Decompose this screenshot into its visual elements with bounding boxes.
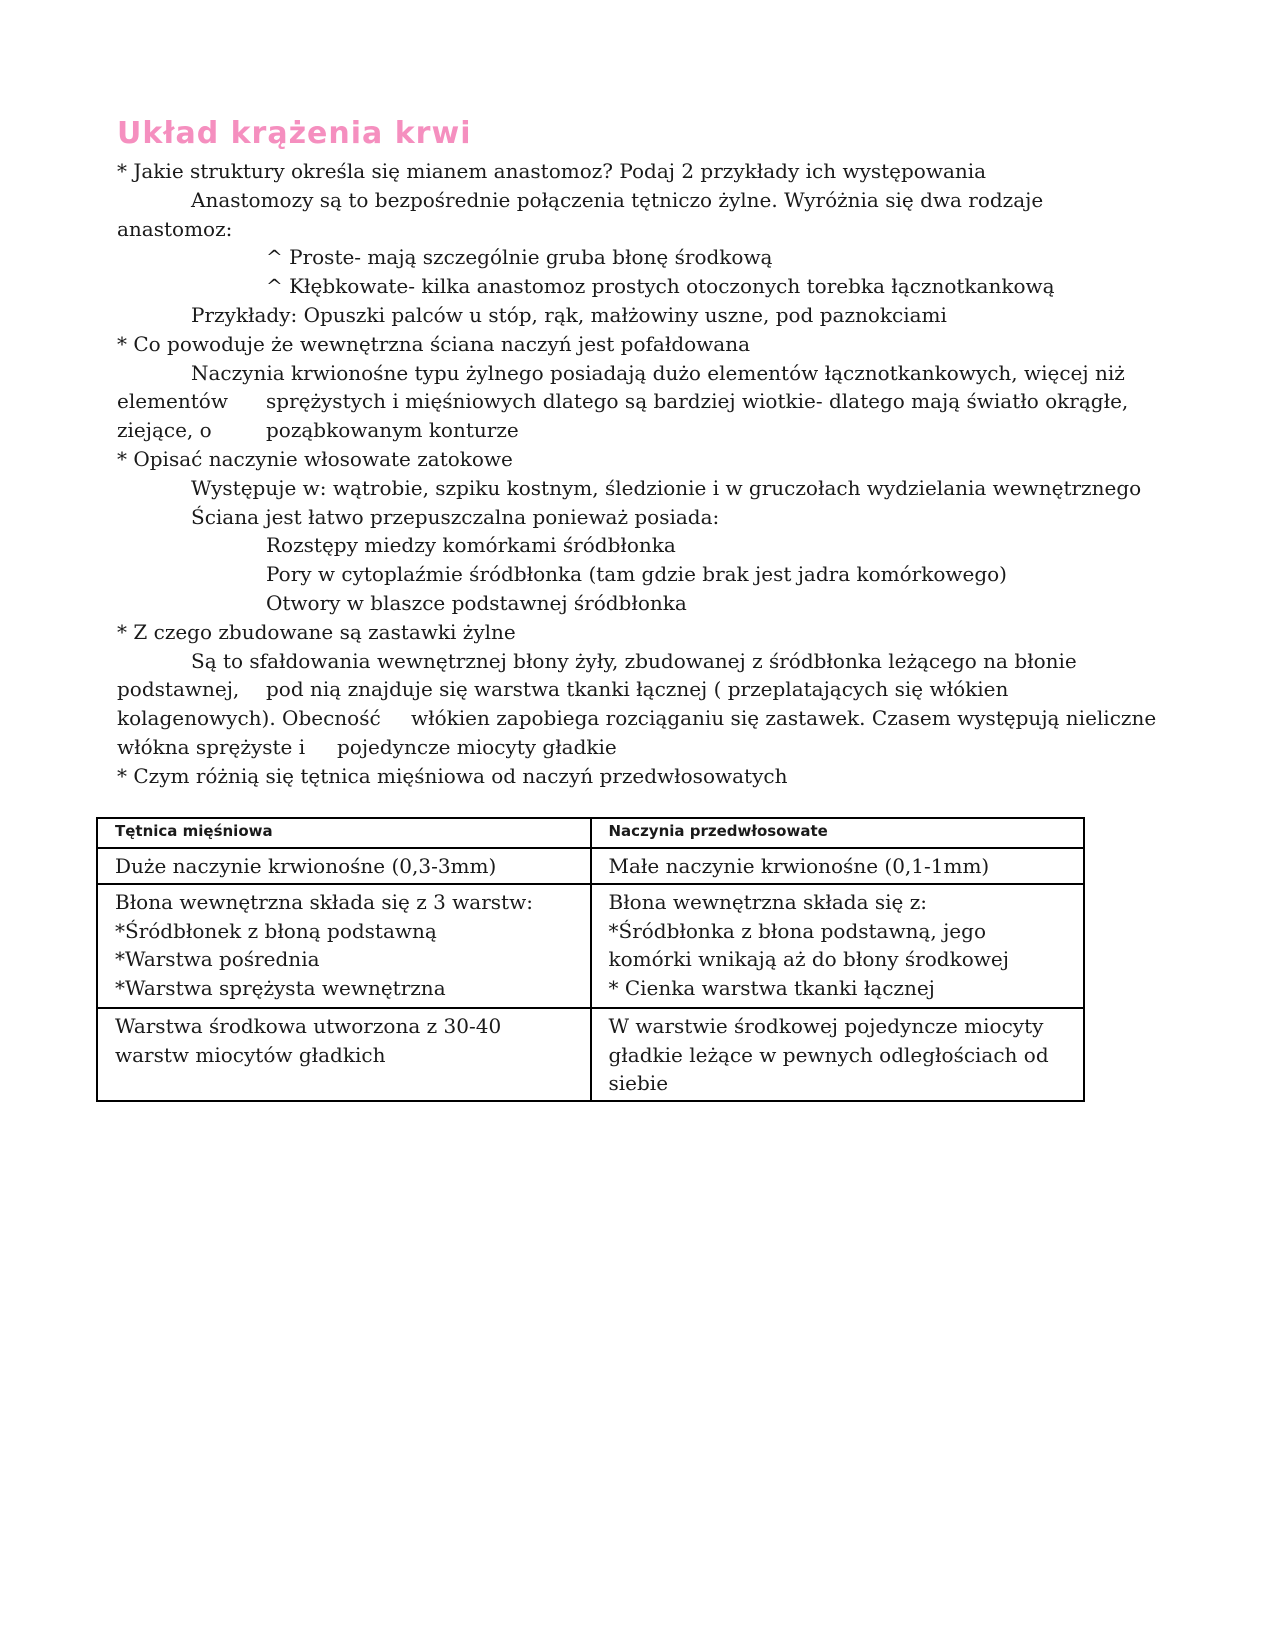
text-segment: * Z czego zbudowane są zastawki żylne <box>117 619 516 644</box>
text-segment: Anastomozy są to bezpośrednie połączenia tętniczo żylne. Wyróżnia się dwa rodzaje <box>191 187 1044 212</box>
cell-line: *Śródbłonek z błoną podstawną <box>115 918 437 943</box>
text-segment: sprężystych i mięśniowych dlatego są bardziej wiotkie- dlatego mają światło okrągłe, <box>266 389 1129 414</box>
text-line <box>117 416 1167 445</box>
text-segment: Naczynia krwionośne typu żylnego posiadają dużo elementów łącznotkankowych, więcej niż <box>191 360 1125 385</box>
text-segment: Przykłady: Opuszki palców u stóp, rąk, małżowiny uszne, pod paznokciami <box>191 302 947 327</box>
text-line <box>117 647 1167 676</box>
cell-line: Małe naczynie krwionośne (0,1-1mm) <box>608 854 990 878</box>
column-header: Naczynia przedwłosowate <box>591 818 1085 848</box>
cell-line: siebie <box>608 1071 669 1096</box>
table-cell <box>591 884 1085 1008</box>
text-line <box>117 272 1167 301</box>
table-cell <box>97 848 591 884</box>
text-line <box>117 618 1167 647</box>
table-row <box>97 1008 1084 1101</box>
document-body <box>117 157 1167 791</box>
text-line <box>117 445 1167 474</box>
text-line <box>117 215 1167 244</box>
cell-line: komórki wnikają aż do błony środkowej <box>608 947 1009 972</box>
text-segment: * Jakie struktury określa się mianem anastomoz? Podaj 2 przykłady ich występowania <box>117 159 987 183</box>
text-line <box>117 359 1167 388</box>
text-segment: włókien zapobiega rozciąganiu się zastawek. Czasem występują nieliczne <box>411 706 1157 731</box>
table-row <box>97 884 1084 1008</box>
text-segment: włókna sprężyste i <box>117 734 306 759</box>
table-cell <box>591 848 1085 884</box>
text-segment: * Co powoduje że wewnętrzna ściana naczyń jest pofałdowana <box>117 331 751 356</box>
text-line <box>117 474 1167 503</box>
text-line <box>117 733 1167 762</box>
cell-line: *Warstwa sprężysta wewnętrzna <box>115 976 446 1001</box>
table-cell <box>97 884 591 1008</box>
text-line <box>117 186 1167 215</box>
text-line <box>117 762 1167 791</box>
table-row <box>97 848 1084 884</box>
text-segment: ^ Kłębkowate- kilka anastomoz prostych otoczonych torebka łącznotkankową <box>266 274 1055 299</box>
cell-line: gładkie leżące w pewnych odległościach od <box>608 1042 1049 1067</box>
text-line <box>117 704 1167 733</box>
cell-line: *Warstwa pośrednia <box>115 947 320 972</box>
cell-line: W warstwie środkowej pojedyncze miocyty <box>608 1013 1044 1038</box>
text-segment: Występuje w: wątrobie, szpiku kostnym, śledzionie i w gruczołach wydzielania wewnętrznego <box>191 475 1142 500</box>
text-segment: Pory w cytoplaźmie śródbłonka (tam gdzie brak jest jadra komórkowego) <box>266 562 1007 587</box>
text-segment: * Opisać naczynie włosowate zatokowe <box>117 446 513 471</box>
text-line <box>117 675 1167 704</box>
text-segment: kolagenowych). Obecność <box>117 706 381 731</box>
column-header: Tętnica mięśniowa <box>97 818 591 848</box>
text-segment: Rozstępy miedzy komórkami śródbłonka <box>266 533 676 558</box>
text-segment: pojedyncze miocyty gładkie <box>337 734 617 759</box>
table-cell <box>97 1008 591 1101</box>
text-segment: Są to sfałdowania wewnętrznej błony żyły, zbudowanej z śródbłonka leżącego na błonie <box>191 648 1077 673</box>
text-segment: elementów <box>117 389 228 414</box>
text-segment: anastomoz: <box>117 216 233 241</box>
text-line <box>117 157 1167 186</box>
text-line <box>117 301 1167 330</box>
cell-line: Błona wewnętrzna składa się z 3 warstw: <box>115 889 533 914</box>
text-line <box>117 560 1167 589</box>
text-segment: poząbkowanym konturze <box>266 418 519 443</box>
cell-line: *Śródbłonka z błona podstawną, jego <box>608 918 986 943</box>
text-line <box>117 589 1167 618</box>
cell-line: Warstwa środkowa utworzona z 30-40 <box>115 1013 502 1038</box>
text-segment: ziejące, o <box>117 418 212 443</box>
text-line <box>117 330 1167 359</box>
table-cell <box>591 1008 1085 1101</box>
text-line <box>117 503 1167 532</box>
cell-line: warstw miocytów gładkich <box>115 1042 386 1067</box>
text-line <box>117 531 1167 560</box>
text-segment: pod nią znajduje się warstwa tkanki łącznej ( przeplatających się włókien <box>266 677 1009 702</box>
text-segment: podstawnej, <box>117 677 240 702</box>
text-line <box>117 243 1167 272</box>
table-header-row <box>97 818 1084 848</box>
cell-line: * Cienka warstwa tkanki łącznej <box>608 976 935 1001</box>
comparison-table <box>96 817 1085 1102</box>
cell-line: Błona wewnętrzna składa się z: <box>608 889 927 914</box>
text-segment: Otwory w blaszce podstawnej śródbłonka <box>266 590 687 615</box>
text-segment: ^ Proste- mają szczególnie gruba błonę środkową <box>266 245 773 270</box>
document-title: Układ krążenia krwi <box>117 116 472 151</box>
text-line <box>117 387 1167 416</box>
text-segment: * Czym różnią się tętnica mięśniowa od naczyń przedwłosowatych <box>117 763 788 788</box>
cell-line: Duże naczynie krwionośne (0,3-3mm) <box>115 854 497 878</box>
text-segment: Ściana jest łatwo przepuszczalna ponieważ posiada: <box>191 504 720 529</box>
